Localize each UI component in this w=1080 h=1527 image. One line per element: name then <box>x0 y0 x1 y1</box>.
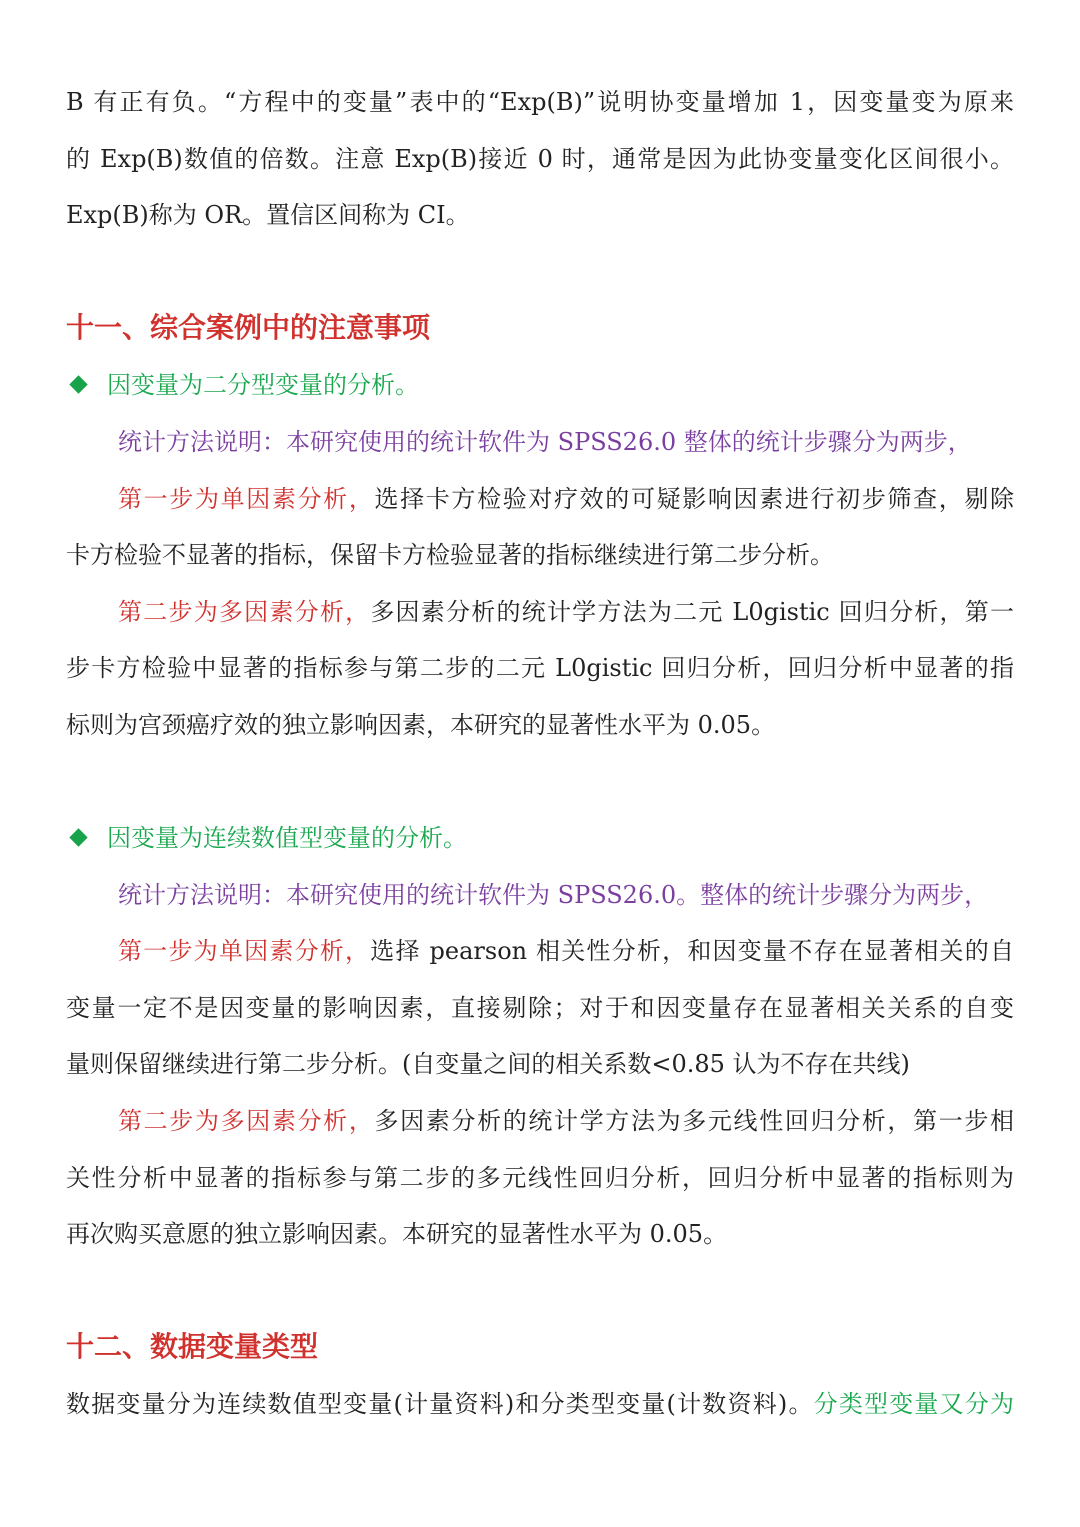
binary-step2-line-1 <box>118 592 1014 632</box>
continuous-step2-text-1: 多因素分析的统计学方法为多元线性回归分析，第一步相 <box>374 1107 1014 1135</box>
intro-line-2: 的 Exp(B)数值的倍数。注意 Exp(B)接近 0 时，通常是因为此协变量变化区间很小。 <box>66 145 1014 173</box>
section-12-title: 十二、数据变量类型 <box>66 1330 319 1363</box>
continuous-step2-line-1 <box>118 1101 1014 1141</box>
continuous-step1-line-1 <box>118 931 1014 971</box>
intro-line-1: B 有正有负。“方程中的变量”表中的“Exp(B)”说明协变量增加 1，因变量变为原来 <box>66 88 1014 116</box>
diamond-icon <box>69 828 87 846</box>
binary-step1-line-2: 卡方检验不显著的指标，保留卡方检验显著的指标继续进行第二步分析。 <box>66 541 834 569</box>
bullet-continuous <box>66 818 467 858</box>
binary-step2-line-2: 步卡方检验中显著的指标参与第二步的二元 L0gistic 回归分析，回归分析中显著的指 <box>66 654 1014 682</box>
section-12-text: 数据变量分为连续数值型变量(计量资料)和分类型变量(计数资料)。 <box>66 1390 814 1418</box>
binary-step1-line-1 <box>118 479 1014 519</box>
binary-step2-label: 第二步为多因素分析， <box>118 598 371 626</box>
continuous-step1-line-3: 量则保留继续进行第二步分析。(自变量之间的相关系数<0.85 认为不存在共线) <box>66 1050 910 1078</box>
section-11-title: 十一、综合案例中的注意事项 <box>66 311 431 344</box>
section-12-line-1 <box>66 1384 1014 1424</box>
bullet-binary-label: 因变量为二分型变量的分析。 <box>107 371 419 399</box>
binary-stat-method: 统计方法说明：本研究使用的统计软件为 SPSS26.0 整体的统计步骤分为两步， <box>118 428 972 456</box>
continuous-step1-line-2: 变量一定不是因变量的影响因素，直接剔除；对于和因变量存在显著相关关系的自变 <box>66 994 1014 1022</box>
diamond-icon <box>69 375 87 393</box>
continuous-step1-label: 第一步为单因素分析， <box>118 937 371 965</box>
continuous-step2-line-3: 再次购买意愿的独立影响因素。本研究的显著性水平为 0.05。 <box>66 1220 728 1248</box>
bullet-continuous-label: 因变量为连续数值型变量的分析。 <box>107 824 467 852</box>
continuous-step2-line-2: 关性分析中显著的指标参与第二步的多元线性回归分析，回归分析中显著的指标则为 <box>66 1164 1014 1192</box>
intro-line-3: Exp(B)称为 OR。置信区间称为 CI。 <box>66 201 470 229</box>
binary-step1-label: 第一步为单因素分析， <box>118 485 375 513</box>
binary-step2-line-3: 标则为宫颈癌疗效的独立影响因素，本研究的显著性水平为 0.05。 <box>66 711 776 739</box>
continuous-stat-method: 统计方法说明：本研究使用的统计软件为 SPSS26.0。整体的统计步骤分为两步， <box>118 881 989 909</box>
bullet-binary <box>66 365 419 405</box>
binary-step1-text-1: 选择卡方检验对疗效的可疑影响因素进行初步筛查，剔除 <box>374 485 1014 513</box>
continuous-step1-text-1: 选择 pearson 相关性分析，和因变量不存在显著相关的自 <box>370 937 1014 965</box>
continuous-step2-label: 第二步为多因素分析， <box>118 1107 375 1135</box>
binary-step2-text-1: 多因素分析的统计学方法为二元 L0gistic 回归分析，第一 <box>370 598 1014 626</box>
section-12-highlight: 分类型变量又分为 <box>813 1390 1014 1418</box>
